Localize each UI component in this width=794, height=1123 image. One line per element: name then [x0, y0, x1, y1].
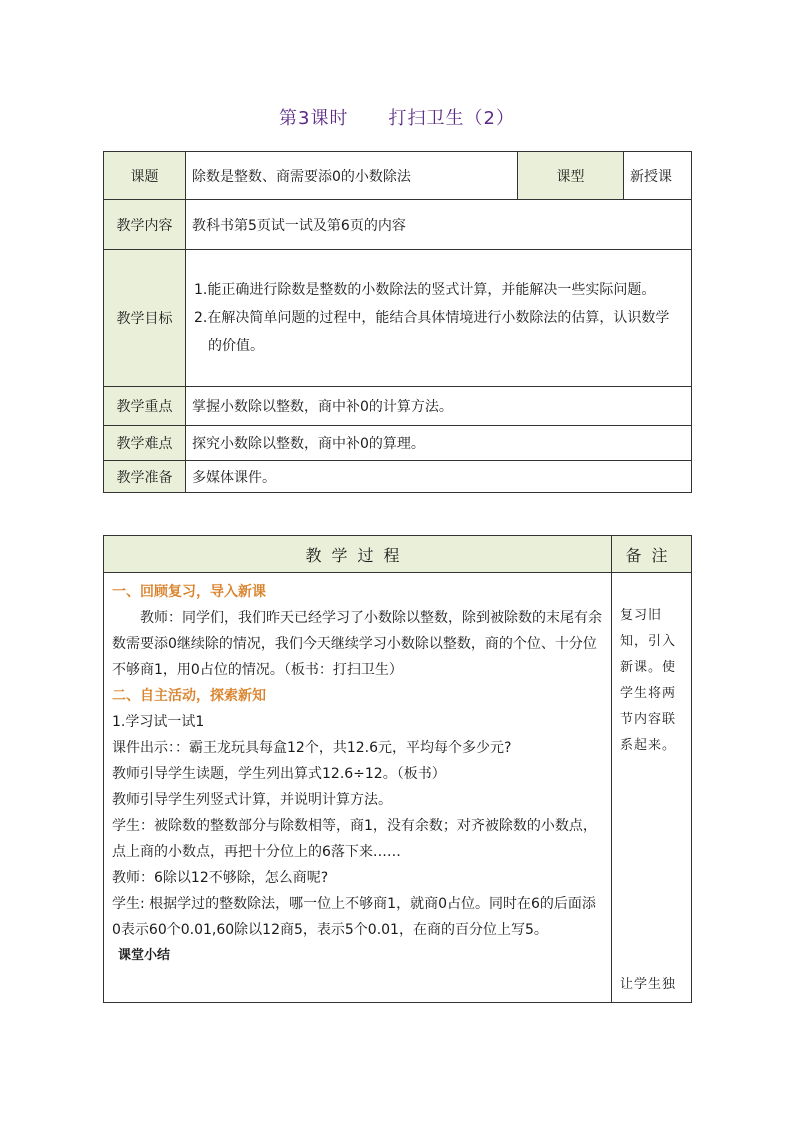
prep-value: 多媒体课件。	[186, 461, 692, 493]
note-text: 复习旧知，引入新课。使学生将两节内容联系起来。	[620, 608, 677, 753]
goal-item: 2.在解决简单问题的过程中，能结合具体情境进行小数除法的估算，认识数学的价值。	[194, 310, 670, 354]
section-2-title: 二、自主活动，探索新知	[112, 688, 266, 704]
summary-heading: 课堂小结	[118, 948, 171, 963]
process-line: 1.学习试一试1	[112, 714, 205, 730]
content-label: 教学内容	[104, 200, 186, 250]
note-bottom-text: 让学生独	[620, 977, 677, 992]
difficulty-label: 教学难点	[104, 426, 186, 461]
topic-value: 除数是整数、商需要添0的小数除法	[186, 152, 518, 200]
content-value: 教科书第5页试一试及第6页的内容	[186, 200, 692, 250]
lesson-number: 第3课时	[279, 108, 349, 129]
difficulty-value: 探究小数除以整数，商中补0的算理。	[186, 426, 692, 461]
process-line: 课件出示：：霸王龙玩具每盒12个，共12.6元，平均每个多少元?	[112, 740, 512, 756]
key-label: 教学重点	[104, 387, 186, 426]
process-header: 教学过程	[104, 536, 612, 573]
goal-item: 1.能正确进行除数是整数的小数除法的竖式计算，并能解决一些实际问题。	[194, 282, 656, 298]
note-header: 备注	[612, 536, 692, 573]
process-line: 教师：6除以12不够除，怎么商呢?	[112, 870, 329, 886]
topic-label: 课题	[104, 152, 186, 200]
lesson-name: 打扫卫生（2）	[388, 108, 515, 129]
note-content	[612, 573, 692, 1003]
goals-label: 教学目标	[104, 250, 186, 387]
process-line: 学生: 根据学过的整数除法，哪一位上不够商1，就商0占位。同时在6的后面添0表示60个0.01,60除以12商5，表示5个0.01，在商的百分位上写5。	[112, 896, 596, 938]
process-content	[104, 573, 612, 1003]
page-title	[0, 104, 794, 130]
process-line: 教师引导学生读题，学生列出算式12.6÷12。（板书）	[112, 766, 446, 782]
type-value: 新授课	[624, 152, 692, 200]
key-value: 掌握小数除以整数，商中补0的计算方法。	[186, 387, 692, 426]
prep-label: 教学准备	[104, 461, 186, 493]
process-line: 学生：被除数的整数部分与除数相等，商1，没有余数；对齐被除数的小数点，点上商的小数点，再把十分位上的6落下来……	[112, 818, 597, 860]
teaching-process-table	[103, 535, 692, 1003]
goals-cell	[186, 250, 692, 387]
type-label: 课型	[518, 152, 624, 200]
lesson-info-table	[103, 151, 692, 493]
section-1-text: 教师：同学们，我们昨天已经学习了小数除以整数，除到被除数的末尾有余数需要添0继续除的情况，我们今天继续学习小数除以整数，商的个位、十分位不够商1，用0占位的情况。（板书：打扫卫生）	[112, 610, 602, 678]
section-1-title: 一、回顾复习，导入新课	[112, 584, 266, 600]
process-line: 教师引导学生列竖式计算，并说明计算方法。	[112, 792, 392, 808]
